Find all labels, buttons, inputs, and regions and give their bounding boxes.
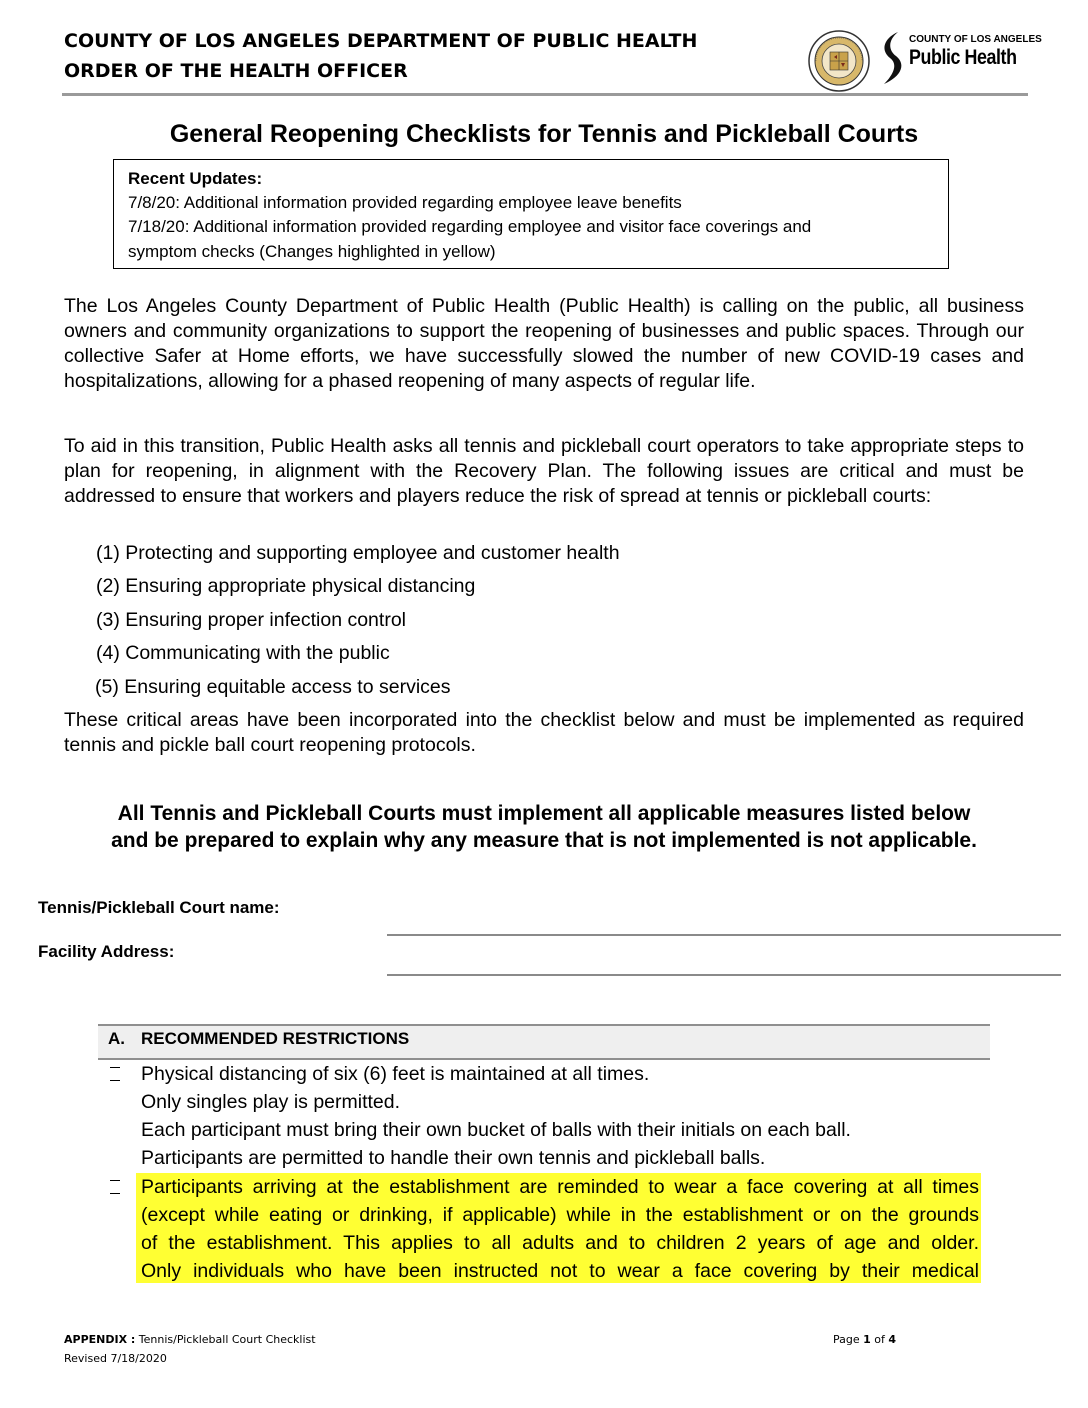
logo-public-health-text: Public Health <box>909 46 1017 69</box>
court-name-label: Tennis/Pickleball Court name: <box>38 898 280 917</box>
checklist-item-face-covering: of the establishment. This applies to all adults and to children 2 years of age and older. <box>141 1232 979 1254</box>
intro-paragraph-2: To aid in this transition, Public Health asks all tennis and pickleball court operators to take appropriate steps to plan for reopening, in alignment with the Recovery Plan. The following issues are critical and must be addressed to ensure that workers and players reduce the risk of spread at tennis or pickleball courts: <box>64 435 1024 507</box>
notice-line-2: and be prepared to explain why any measure that is not implemented is not applicable. <box>111 829 977 852</box>
footer-page-number: Page 1 of 4 <box>833 1333 897 1346</box>
footer-revised: Revised 7/18/2020 <box>64 1352 167 1365</box>
critical-issue-item: (2) Ensuring appropriate physical distancing <box>96 575 476 597</box>
checklist-item-face-covering: (except while eating or drinking, if applicable) while in the establishment or on the grounds <box>141 1204 979 1226</box>
facility-address-field[interactable] <box>387 974 1061 976</box>
critical-issue-item: (5) Ensuring equitable access to services <box>95 676 451 698</box>
page-title: General Reopening Checklists for Tennis and Pickleball Courts <box>169 120 919 148</box>
county-seal-icon <box>808 30 870 92</box>
update-line: symptom checks (Changes highlighted in yellow) <box>128 242 496 261</box>
checklist-item-distancing: Physical distancing of six (6) feet is maintained at all times. <box>141 1063 650 1085</box>
checkbox[interactable] <box>110 1067 120 1081</box>
update-line: 7/8/20: Additional information provided regarding employee leave benefits <box>128 193 682 212</box>
header-divider <box>62 93 1028 96</box>
intro-paragraph-1: The Los Angeles County Department of Public Health (Public Health) is calling on the public, all business owners and community organizations to support the reopening of businesses and public spaces. Through our collective Safer at Home efforts, we have successfully slowed the number of new COVID-19 cases and hospitalizations, allowing for a phased reopening of many aspects of regular life. <box>64 295 1024 392</box>
public-health-swoosh-icon <box>876 30 906 86</box>
checkbox[interactable] <box>110 1180 120 1194</box>
checklist-item-face-covering: Only individuals who have been instructed not to wear a face covering by their medical <box>141 1260 979 1282</box>
critical-issue-item: (3) Ensuring proper infection control <box>96 609 406 631</box>
notice-line-1: All Tennis and Pickleball Courts must implement all applicable measures listed below <box>117 802 971 825</box>
facility-address-label: Facility Address: <box>38 942 175 961</box>
checklist-item-singles: Only singles play is permitted. <box>141 1091 401 1113</box>
recent-updates-heading: Recent Updates: <box>128 169 263 188</box>
update-line: 7/18/20: Additional information provided regarding employee and visitor face coverings and <box>128 217 812 236</box>
checklist-item-face-covering: Participants arriving at the establishment are reminded to wear a face covering at all times <box>141 1176 979 1198</box>
checklist-item-handle-balls: Participants are permitted to handle their own tennis and pickleball balls. <box>141 1147 766 1169</box>
critical-issue-item: (1) Protecting and supporting employee and customer health <box>96 542 620 564</box>
section-a-letter: A. <box>108 1029 125 1048</box>
header-order: ORDER OF THE HEALTH OFFICER <box>64 60 408 82</box>
logo-county-text: COUNTY OF LOS ANGELES <box>909 34 1042 45</box>
critical-issue-item: (4) Communicating with the public <box>96 642 390 664</box>
section-a-title: RECOMMENDED RESTRICTIONS <box>141 1029 410 1048</box>
checklist-item-bucket: Each participant must bring their own bucket of balls with their initials on each ball. <box>141 1119 851 1141</box>
footer-appendix: APPENDIX : Tennis/Pickleball Court Checklist <box>64 1333 316 1346</box>
intro-paragraph-3: These critical areas have been incorporated into the checklist below and must be implemented as required tennis and pickle ball court reopening protocols. <box>64 709 1024 756</box>
header-agency: COUNTY OF LOS ANGELES DEPARTMENT OF PUBLIC HEALTH <box>64 30 698 52</box>
court-name-field[interactable] <box>387 934 1061 936</box>
